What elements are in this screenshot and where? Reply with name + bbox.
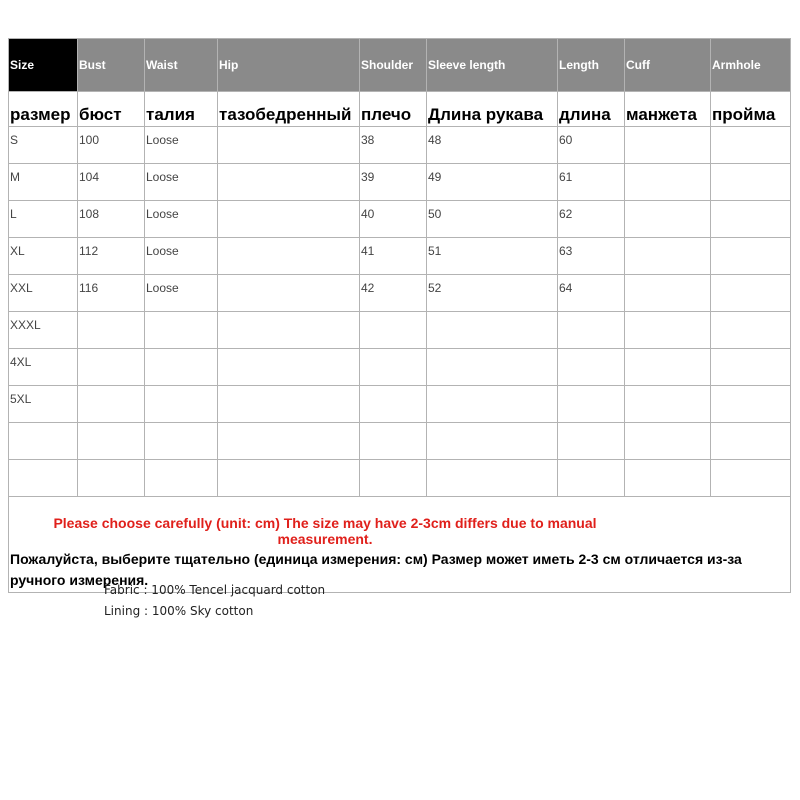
russian-header-cell: бюст <box>78 92 145 127</box>
table-cell <box>218 386 360 423</box>
table-row <box>9 275 791 312</box>
table-cell <box>360 349 427 386</box>
table-cell <box>625 423 711 460</box>
russian-header-cell: талия <box>145 92 218 127</box>
russian-header-cell: плечо <box>360 92 427 127</box>
russian-header-row <box>9 92 791 127</box>
table-cell <box>427 349 558 386</box>
table-cell <box>625 460 711 497</box>
table-cell <box>711 349 791 386</box>
table-cell <box>218 127 360 164</box>
table-cell <box>218 275 360 312</box>
table-cell <box>711 164 791 201</box>
table-cell: XXL <box>9 275 78 312</box>
table-cell <box>9 423 78 460</box>
table-cell: Loose <box>145 201 218 238</box>
header-cell: Cuff <box>625 39 711 92</box>
table-cell <box>218 349 360 386</box>
russian-header-cell: тазобедренный <box>218 92 360 127</box>
russian-header-cell: манжета <box>625 92 711 127</box>
table-cell <box>360 312 427 349</box>
table-cell <box>711 238 791 275</box>
table-cell <box>558 386 625 423</box>
header-cell: Waist <box>145 39 218 92</box>
table-cell <box>625 127 711 164</box>
table-row <box>9 386 791 423</box>
table-cell: 48 <box>427 127 558 164</box>
table-cell <box>711 460 791 497</box>
table-cell: 51 <box>427 238 558 275</box>
table-cell: 49 <box>427 164 558 201</box>
table-cell: 62 <box>558 201 625 238</box>
table-cell <box>218 423 360 460</box>
table-cell <box>558 349 625 386</box>
table-cell <box>145 460 218 497</box>
table-cell <box>625 275 711 312</box>
notes-row <box>9 497 791 593</box>
table-cell <box>625 238 711 275</box>
table-row <box>9 312 791 349</box>
table-cell: 61 <box>558 164 625 201</box>
table-cell: 52 <box>427 275 558 312</box>
table-cell <box>558 460 625 497</box>
header-row <box>9 39 791 92</box>
russian-header-cell: Длина рукава <box>427 92 558 127</box>
table-row <box>9 127 791 164</box>
table-cell: Loose <box>145 164 218 201</box>
table-cell: 112 <box>78 238 145 275</box>
table-row <box>9 164 791 201</box>
table-cell: 104 <box>78 164 145 201</box>
table-cell <box>427 460 558 497</box>
table-cell <box>145 386 218 423</box>
table-cell <box>78 423 145 460</box>
table-cell <box>218 460 360 497</box>
table-cell <box>625 386 711 423</box>
russian-header-cell: размер <box>9 92 78 127</box>
table-cell <box>625 164 711 201</box>
table-cell: 60 <box>558 127 625 164</box>
table-cell: 100 <box>78 127 145 164</box>
table-cell: L <box>9 201 78 238</box>
table-cell: 41 <box>360 238 427 275</box>
table-cell <box>625 312 711 349</box>
table-row <box>9 423 791 460</box>
table-cell: 42 <box>360 275 427 312</box>
header-cell: Length <box>558 39 625 92</box>
size-chart-table <box>8 38 791 593</box>
table-cell <box>360 386 427 423</box>
table-cell <box>360 460 427 497</box>
table-cell: Loose <box>145 127 218 164</box>
table-cell <box>78 349 145 386</box>
note-russian: Пожалуйста, выберите тщательно (единица измерения: см) Размер может иметь 2-3 см отличается из-за ручного измерения. <box>10 551 742 588</box>
table-cell <box>218 201 360 238</box>
header-cell: Armhole <box>711 39 791 92</box>
notes-cell <box>9 497 791 593</box>
table-cell: 5XL <box>9 386 78 423</box>
table-cell: XXXL <box>9 312 78 349</box>
table-cell <box>78 312 145 349</box>
table-cell <box>625 349 711 386</box>
russian-header-cell: длина <box>558 92 625 127</box>
table-cell: Loose <box>145 275 218 312</box>
lining-line: Lining : 100% Sky cotton <box>104 604 254 618</box>
table-cell <box>625 201 711 238</box>
table-cell <box>145 312 218 349</box>
table-cell <box>427 423 558 460</box>
table-cell <box>218 312 360 349</box>
fabric-line: Fabric : 100% Tencel jacquard cotton <box>104 583 326 597</box>
table-cell <box>711 275 791 312</box>
table-row <box>9 201 791 238</box>
table-cell: 108 <box>78 201 145 238</box>
table-cell: 4XL <box>9 349 78 386</box>
table-cell: 116 <box>78 275 145 312</box>
note-english: Please choose carefully (unit: cm) The size may have 2-3cm differs due to manual measurement. <box>53 515 597 547</box>
table-cell <box>711 127 791 164</box>
table-row <box>9 349 791 386</box>
table-cell <box>145 349 218 386</box>
russian-header-cell: пройма <box>711 92 791 127</box>
header-cell: Sleeve length <box>427 39 558 92</box>
table-cell <box>711 201 791 238</box>
table-cell <box>9 460 78 497</box>
table-cell <box>145 423 218 460</box>
header-cell: Bust <box>78 39 145 92</box>
table-cell <box>427 386 558 423</box>
table-cell: 50 <box>427 201 558 238</box>
table-cell: 63 <box>558 238 625 275</box>
table-cell: M <box>9 164 78 201</box>
table-cell: 39 <box>360 164 427 201</box>
table-cell <box>427 312 558 349</box>
table-cell <box>78 386 145 423</box>
table-cell <box>558 423 625 460</box>
table-cell <box>360 423 427 460</box>
table-cell <box>558 312 625 349</box>
table-cell <box>711 423 791 460</box>
header-cell: Hip <box>218 39 360 92</box>
table-cell: S <box>9 127 78 164</box>
table-cell <box>711 312 791 349</box>
table-cell: 38 <box>360 127 427 164</box>
table-cell <box>218 238 360 275</box>
table-row <box>9 460 791 497</box>
table-cell <box>218 164 360 201</box>
table-cell: 40 <box>360 201 427 238</box>
table-cell: Loose <box>145 238 218 275</box>
header-cell: Size <box>9 39 78 92</box>
table-cell <box>711 386 791 423</box>
table-cell: XL <box>9 238 78 275</box>
table-cell <box>78 460 145 497</box>
table-row <box>9 238 791 275</box>
header-cell: Shoulder <box>360 39 427 92</box>
fabric-info <box>104 580 325 622</box>
table-cell: 64 <box>558 275 625 312</box>
